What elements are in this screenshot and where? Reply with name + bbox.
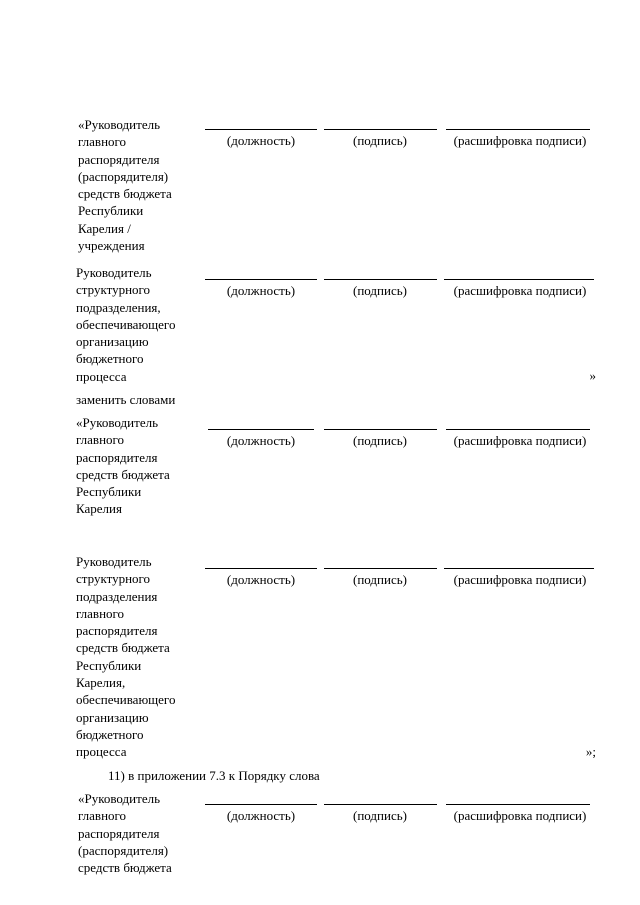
position-line [208,429,314,430]
block-left-text: «Руководитель главного распорядителя средств бюджета Республики Карелия [76,415,170,517]
decoding-line [446,129,590,130]
position-line [205,804,317,805]
position-caption: (должность) [226,572,296,587]
decoding-caption: (расшифровка подписи) [453,433,587,448]
closing-quote: »; [585,744,596,759]
decoding-caption: (расшифровка подписи) [453,808,587,823]
signature-caption: (подпись) [353,433,407,448]
block-left-text: «Руководитель главного распорядителя (распорядителя) средств бюджета [78,791,172,876]
position-line [205,279,317,280]
block-left-text: Руководитель структурного подразделения главного распорядителя средств бюджета Республики Карелия, обеспечивающего организацию бюджетного процесса [76,554,176,760]
signature-line [324,129,437,130]
decoding-caption: (расшифровка подписи) [453,572,587,587]
signature-caption: (подпись) [353,283,407,298]
position-caption: (должность) [226,133,296,148]
block-left-text: Руководитель структурного подразделения, обеспечивающего организацию бюджетного процесса [76,265,176,384]
decoding-line [444,568,594,569]
decoding-caption: (расшифровка подписи) [453,283,587,298]
decoding-line [444,279,594,280]
position-line [205,129,317,130]
signature-line [324,279,437,280]
position-caption: (должность) [226,808,296,823]
signature-line [324,568,437,569]
block-left-text: «Руководитель главного распорядителя (распорядителя) средств бюджета Республики Карелия / учреждения [78,117,172,254]
item-11-paragraph: 11) в приложении 7.3 к Порядку слова [108,768,320,783]
position-caption: (должность) [226,283,296,298]
signature-caption: (подпись) [353,572,407,587]
decoding-line [446,429,590,430]
signature-line [324,804,437,805]
decoding-caption: (расшифровка подписи) [453,133,587,148]
signature-line [324,429,437,430]
signature-caption: (подпись) [353,808,407,823]
replace-with-paragraph: заменить словами [76,392,176,407]
decoding-line [446,804,590,805]
position-caption: (должность) [226,433,296,448]
signature-caption: (подпись) [353,133,407,148]
position-line [205,568,317,569]
closing-quote: » [589,368,596,383]
